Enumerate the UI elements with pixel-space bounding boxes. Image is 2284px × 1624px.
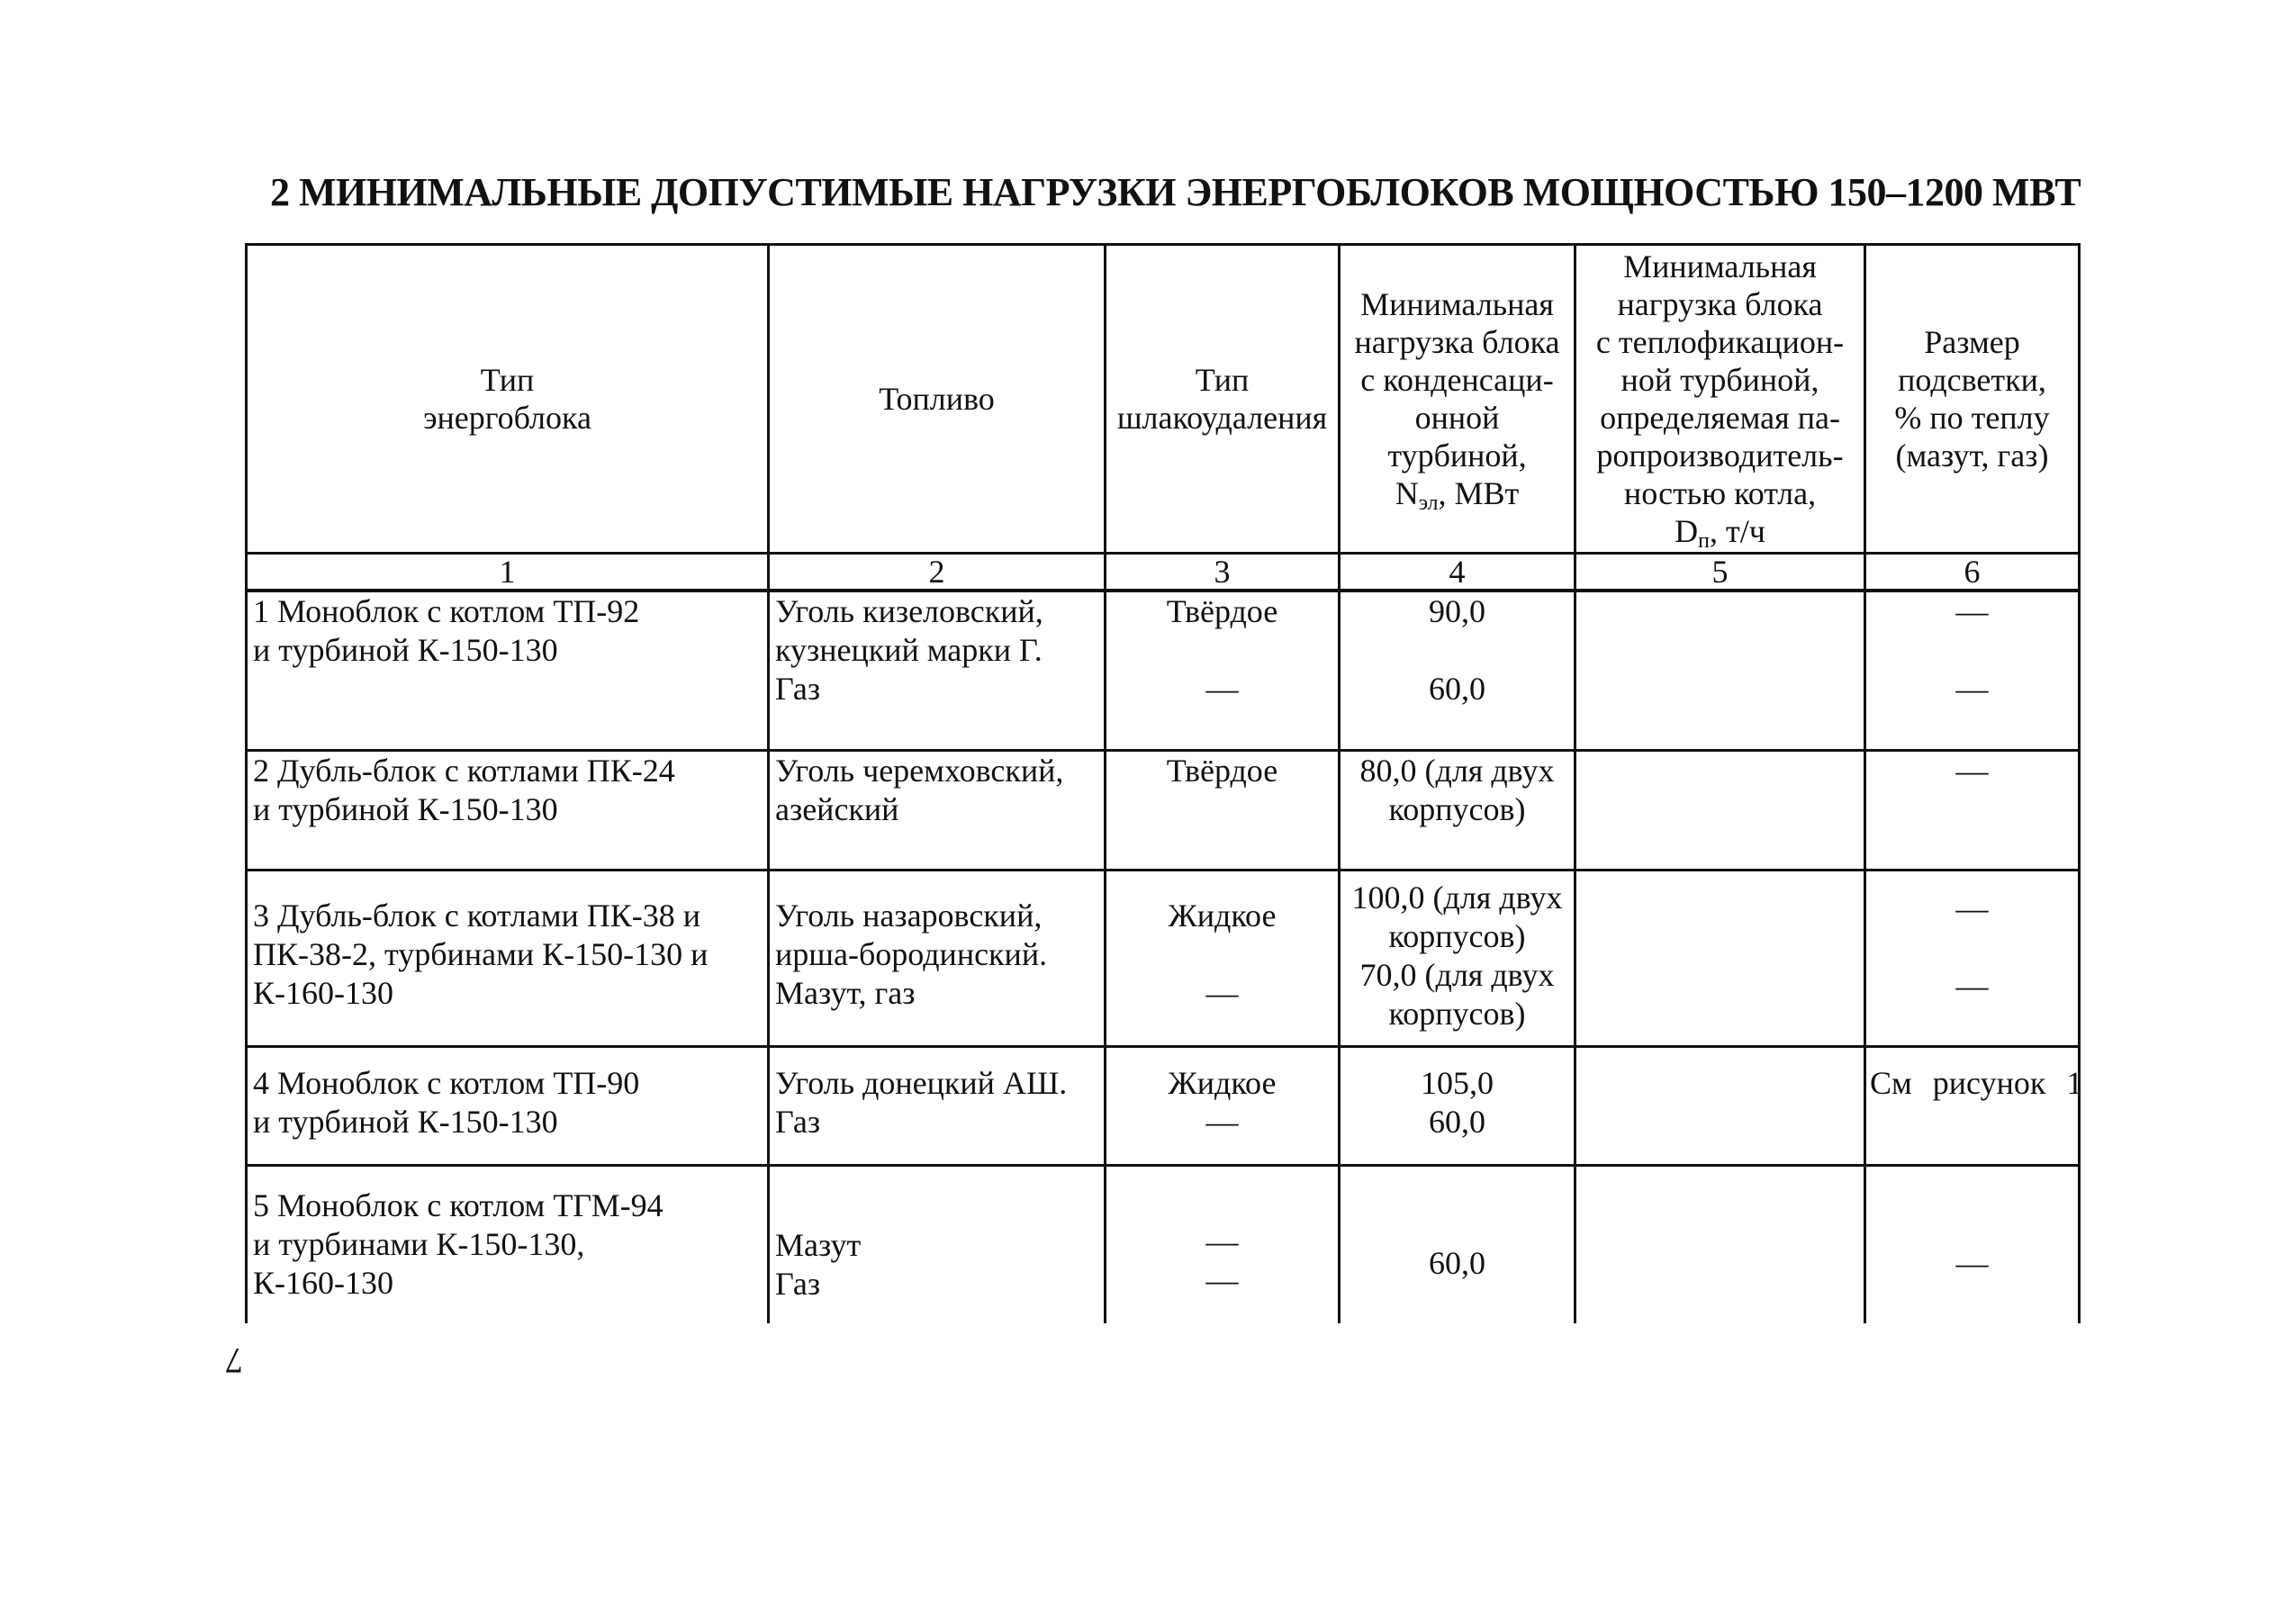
dash: — (1955, 889, 1989, 926)
cell-type: 2 Дубль-блок с котлами ПК-24 и турбиной К-150-130 (247, 750, 769, 870)
dash: — (1955, 671, 1989, 707)
column-number-row (247, 554, 2080, 591)
cell-boost: См рисунок 1 (1865, 1046, 2080, 1165)
cell-fuel: Уголь донецкий АШ. Газ (769, 1046, 1106, 1165)
cell-load: 105,0 60,0 (1340, 1046, 1575, 1165)
cell-slag: Жидкое — (1106, 870, 1340, 1046)
cell-load-heating (1575, 870, 1865, 1046)
table-row (247, 870, 2080, 1046)
column-number: 4 (1340, 554, 1575, 591)
loads-table (245, 243, 2081, 1323)
cell-load: 80,0 (для двух корпусов) (1340, 750, 1575, 870)
cell-type: 4 Моноблок с котлом ТП-90 и турбиной К-150-130 (247, 1046, 769, 1165)
header-c5-unit: $D_п$, т/ч (1675, 513, 1765, 553)
cell-type: 1 Моноблок с котлом ТП-92 и турбиной К-150-130 (247, 591, 769, 750)
cell-boost (1865, 750, 2080, 870)
dash: — (1955, 593, 1989, 629)
column-number: 3 (1106, 554, 1340, 591)
dash: — (1205, 974, 1239, 1011)
column-number: 6 (1865, 554, 2080, 591)
dash: — (1205, 1261, 1239, 1298)
cell-load-heating (1575, 1046, 1865, 1165)
dash: — (1205, 1223, 1239, 1259)
table-row (247, 1165, 2080, 1323)
dash: — (1955, 967, 1989, 1004)
dash: — (1205, 1103, 1239, 1140)
header-min-load-condensing: Минимальная нагрузка блока с конденсаци- онной турбиной, $N_{эл}$, МВт (1340, 245, 1575, 554)
cell-load: 60,0 (1340, 1165, 1575, 1323)
header-type: Тип энергоблока (247, 245, 769, 554)
page-number: 7 (225, 1340, 243, 1381)
cell-type: 5 Моноблок с котлом ТГМ-94 и турбинами К-150-130, К-160-130 (247, 1165, 769, 1323)
header-slag: Тип шлакоудаления (1106, 245, 1340, 554)
cell-load-heating (1575, 750, 1865, 870)
cell-fuel: Уголь назаровский, ирша-бородинский. Мазут, газ (769, 870, 1106, 1046)
page-title: 2 МИНИМАЛЬНЫЕ ДОПУСТИМЫЕ НАГРУЗКИ ЭНЕРГОБЛОКОВ МОЩНОСТЬЮ 150–1200 МВТ (270, 170, 2081, 214)
cell-fuel: Мазут Газ (769, 1165, 1106, 1323)
dash: — (1955, 1244, 1989, 1281)
cell-boost (1865, 870, 2080, 1046)
column-number: 2 (769, 554, 1106, 591)
cell-slag: Твёрдое (1106, 750, 1340, 870)
cell-fuel: Уголь кизеловский, кузнецкий марки Г. Газ (769, 591, 1106, 750)
cell-load: 100,0 (для двух корпусов) 70,0 (для двух корпусов) (1340, 870, 1575, 1046)
cell-slag (1106, 1165, 1340, 1323)
cell-type: 3 Дубль-блок с котлами ПК-38 и ПК-38-2, турбинами К-150-130 и К-160-130 (247, 870, 769, 1046)
dash: — (1955, 752, 1989, 789)
cell-slag: Жидкое — (1106, 1046, 1340, 1165)
column-number: 5 (1575, 554, 1865, 591)
cell-load-heating (1575, 1165, 1865, 1323)
table-row (247, 1046, 2080, 1165)
header-min-load-heating: Минимальная нагрузка блока с теплофикацион- ной турбиной, определяемая па- ропроизводитель- ностью котла, $D_п$, т/ч (1575, 245, 1865, 554)
header-row (247, 245, 2080, 554)
cell-boost (1865, 591, 2080, 750)
table-row (247, 750, 2080, 870)
table-row (247, 591, 2080, 750)
cell-slag: Твёрдое — (1106, 591, 1340, 750)
cell-load: 90,0 60,0 (1340, 591, 1575, 750)
header-c4-unit: $N_{эл}$, МВт (1395, 475, 1520, 515)
header-fuel: Топливо (769, 245, 1106, 554)
cell-boost (1865, 1165, 2080, 1323)
cell-load-heating (1575, 591, 1865, 750)
dash: — (1205, 671, 1239, 707)
header-boost-size: Размер подсветки, % по теплу (мазут, газ) (1865, 245, 2080, 554)
column-number: 1 (247, 554, 769, 591)
cell-fuel: Уголь черемховский, азейский (769, 750, 1106, 870)
